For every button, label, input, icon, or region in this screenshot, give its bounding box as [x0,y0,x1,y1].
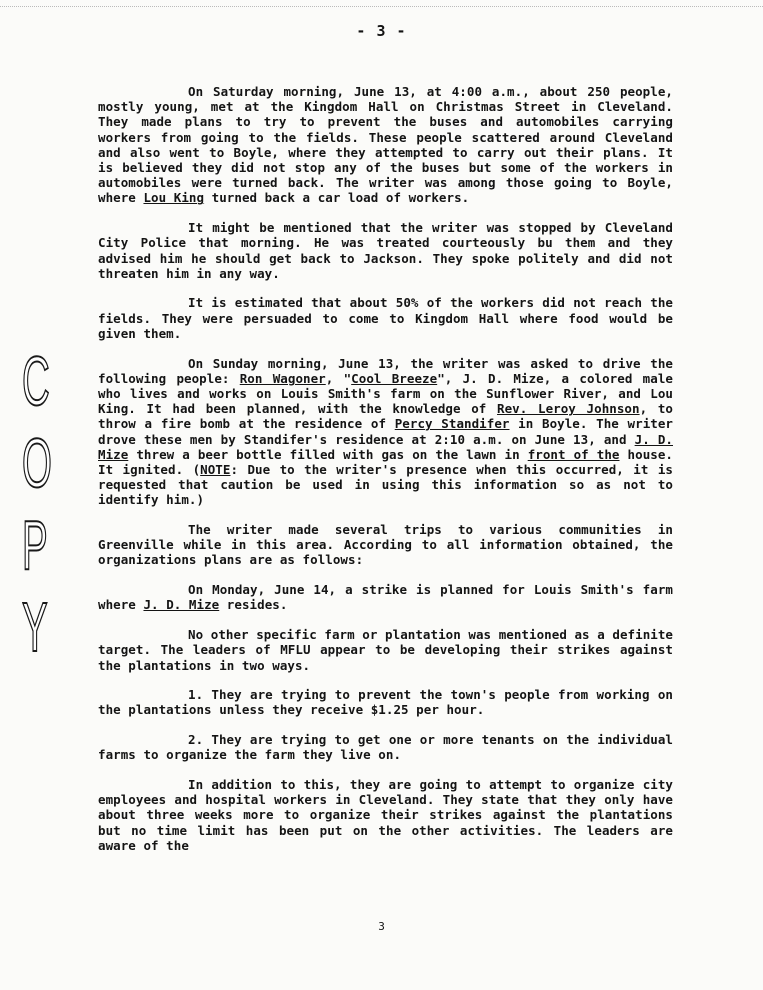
paragraph-text: threw a beer bottle filled with gas on the lawn in [128,446,528,462]
underlined-text: Percy Standifer [394,416,510,432]
paragraph-text: 1. They are trying to prevent the town's people from working on the plantations unless they receive $1.25 per hour. [98,687,673,718]
paragraph [98,687,673,717]
paragraph-text: On Monday, June 14, a strike is planned for Louis Smith's farm where [98,582,673,613]
paragraph-text: turned back a car load of workers. [204,190,470,206]
copy-stamp-letter: P [22,506,48,584]
page-number-header: - 3 - [356,22,407,40]
underlined-text: front of the [527,446,620,462]
underlined-text: Cool Breeze [351,370,438,386]
paragraph [98,582,673,612]
copy-stamp-letter: C [22,342,50,420]
underlined-text: Ron Wagoner [239,370,326,386]
copy-stamp-letter: Y [22,588,48,666]
paragraph-text: It might be mentioned that the writer was stopped by Cleveland City Police that morning. He was treated courteously bu them and they advised him he should get back to Jackson. They spoke politely and did not threaten him in any way. [98,220,673,281]
paragraph-text: , to throw a fire bomb at the residence of [98,401,673,432]
paragraph-text: On Sunday morning, June 13, the writer was asked to drive the following people: [98,355,673,386]
underlined-text: J. D. Mize [143,597,220,613]
paragraph [98,732,673,762]
paragraph-text: No other specific farm or plantation was mentioned as a definite target. The leaders of MFLU appear to be developing their strikes against the plantations in two ways. [98,627,673,673]
underlined-text: Lou King [143,190,205,206]
paragraph-text: , " [325,370,352,386]
paragraph-text: ", J. D. Mize, a colored male who lives and works on Louis Smith's farm on the Sunflower River, and Lou King. It had been planned, with the knowledge of [98,370,673,417]
paragraph-text: in Boyle. The writer drove these men by Standifer's residence at 2:10 a.m. on June 13, and [98,416,674,447]
paragraph-text: house. It ignited. ( [98,446,673,477]
paragraph [98,777,673,853]
paragraph-text: In addition to this, they are going to attempt to organize city employees and hospital workers in Cleveland. They state that they only have about three weeks more to organize their strikes against the plantations but no time limit has been put on the other activities. The leaders are aware of the [98,777,673,853]
page-footer-mark: 3 [378,920,385,933]
paragraph [98,84,673,206]
paragraph [98,522,673,568]
paragraph-text: On Saturday morning, June 13, at 4:00 a.m., about 250 people, mostly young, met at the Kingdom Hall on Christmas Street in Cleveland. They made plans to try to prevent the buses and automobiles carrying workers from going to the fields. These people scattered around Cleveland and also went to Boyle, where they attempted to carry out their plans. It is believed they did not stop any of the buses but some of the workers in automobiles were turned back. The writer was among those going to Boyle, where [98,84,673,206]
underlined-text: J. D. Mize [98,431,673,462]
paragraph [98,220,673,281]
paragraph-text: : Due to the writer's presence when this occurred, it is requested that caution be used in using this information so as not to identify him.) [98,461,673,508]
paragraph [98,295,673,341]
document-body [98,84,673,868]
paragraph-text: 2. They are trying to get one or more tenants on the individual farms to organize the farm they live on. [98,732,673,763]
underlined-text: NOTE [200,461,231,477]
underlined-text: Rev. Leroy Johnson [497,401,640,417]
copy-stamp-letter: O [22,424,52,502]
paragraph-text: The writer made several trips to various communities in Greenville while in this area. According to all information obtained, the organizations plans are as follows: [98,522,673,568]
paragraph [98,356,673,508]
paragraph-text: resides. [219,597,288,613]
paragraph-text: It is estimated that about 50% of the workers did not reach the fields. They were persuaded to come to Kingdom Hall where food would be given them. [98,295,673,341]
copy-stamp [22,340,52,668]
top-edge-line [0,0,763,7]
paragraph [98,627,673,673]
